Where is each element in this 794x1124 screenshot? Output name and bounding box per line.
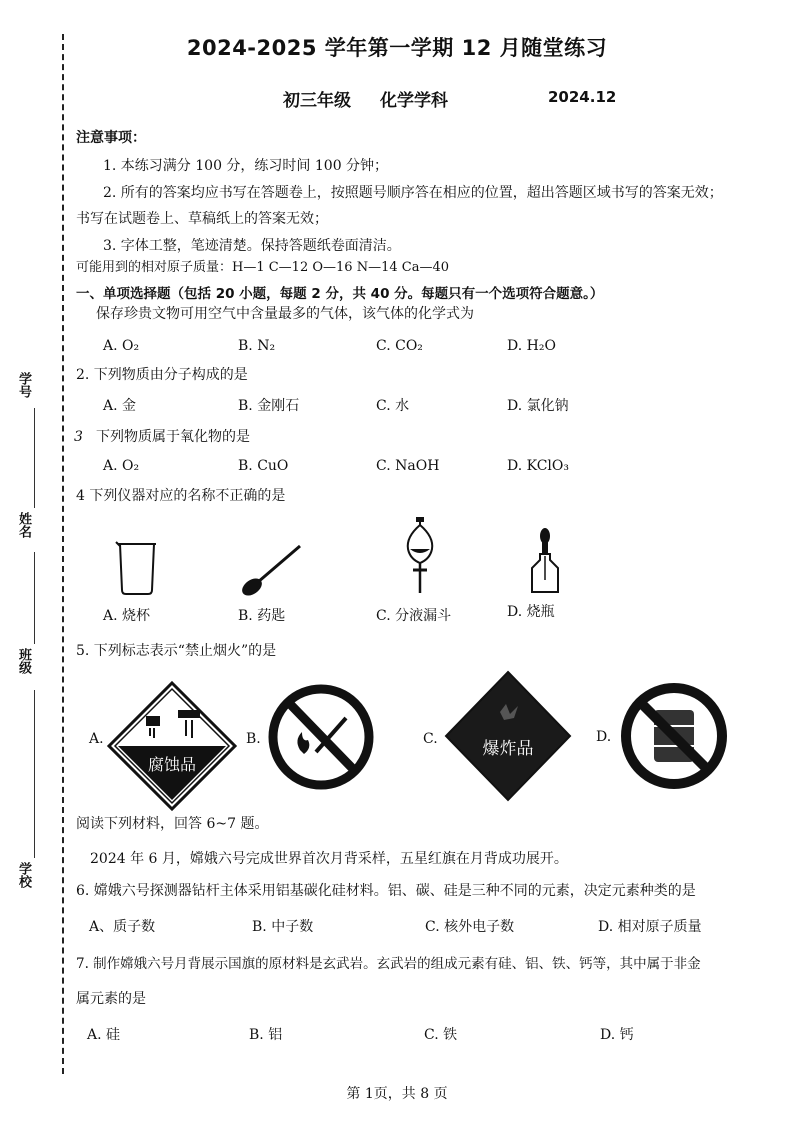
- q2-option-c[interactable]: C. 水: [376, 398, 410, 414]
- q3-option-b[interactable]: B. CuO: [238, 458, 289, 474]
- spatula-icon: [236, 540, 306, 598]
- question-2-stem: 2. 下列物质由分子构成的是: [76, 367, 248, 383]
- sign-c-label: 爆炸品: [482, 739, 534, 759]
- no-fire-sign-icon: [266, 682, 376, 792]
- q3-option-a[interactable]: A. O₂: [103, 458, 140, 474]
- atomic-masses: 可能用到的相对原子质量：H—1 C—12 O—16 N—14 Ca—40: [76, 260, 449, 275]
- alcohol-lamp-icon: [528, 528, 562, 594]
- note-item: 3. 字体工整，笔迹清楚。保持答题纸卷面清洁。: [103, 238, 401, 254]
- question-6-stem: 6. 嫦娥六号探测器钻杆主体采用铝基碳化硅材料。铝、碳、硅是三种不同的元素，决定元素种类的是: [76, 883, 696, 899]
- q3-option-c[interactable]: C. NaOH: [376, 458, 440, 474]
- q7-option-c[interactable]: C. 铁: [424, 1027, 458, 1043]
- side-label-school: 学校: [16, 862, 31, 888]
- side-label-class: 班级: [16, 648, 31, 674]
- q6-option-d[interactable]: D. 相对原子质量: [598, 919, 702, 935]
- beaker-icon: [112, 540, 162, 596]
- q6-option-b[interactable]: B. 中子数: [252, 919, 314, 935]
- subject-label: 化学学科: [380, 91, 448, 111]
- q5-option-c[interactable]: C.: [423, 731, 438, 747]
- q7-option-a[interactable]: A. 硅: [87, 1027, 121, 1043]
- question-3-stem: 下列物质属于氧化物的是: [96, 429, 250, 445]
- sign-a-label: 腐蚀品: [147, 755, 197, 774]
- no-oil-drum-sign-icon: [618, 680, 730, 792]
- q1-option-c[interactable]: C. CO₂: [376, 338, 423, 354]
- q4-option-d[interactable]: D. 烧瓶: [507, 604, 555, 620]
- q5-option-d[interactable]: D.: [596, 729, 612, 745]
- question-7-stem-cont: 属元素的是: [76, 991, 146, 1007]
- page-footer: 第 1页，共 8 页: [346, 1086, 448, 1102]
- question-4-stem: 4 下列仪器对应的名称不正确的是: [76, 488, 286, 504]
- q7-option-d[interactable]: D. 钙: [600, 1027, 634, 1043]
- exam-title: 2024-2025 学年第一学期 12 月随堂练习: [186, 36, 608, 60]
- q2-option-d[interactable]: D. 氯化钠: [507, 398, 569, 414]
- corrosive-sign-icon: [106, 680, 238, 812]
- q5-option-b[interactable]: B.: [246, 731, 261, 747]
- q1-option-d[interactable]: D. H₂O: [507, 338, 556, 354]
- q5-option-a[interactable]: A.: [89, 731, 104, 747]
- grade-label: 初三年级: [283, 91, 351, 111]
- q4-option-a[interactable]: A. 烧杯: [103, 608, 151, 624]
- class-blank[interactable]: [34, 690, 35, 858]
- side-label-student-id: 学号: [16, 372, 31, 398]
- name-blank[interactable]: [34, 552, 35, 644]
- question-5-stem: 5. 下列标志表示“禁止烟火”的是: [76, 643, 277, 659]
- note-item: 1. 本练习满分 100 分，练习时间 100 分钟；: [103, 158, 389, 174]
- q7-option-b[interactable]: B. 铝: [249, 1027, 283, 1043]
- reading-intro: 阅读下列材料，回答 6~7 题。: [76, 816, 269, 832]
- separatory-funnel-icon: [400, 515, 440, 595]
- question-1-stem: 保存珍贵文物可用空气中含量最多的气体，该气体的化学式为: [96, 306, 474, 322]
- exam-date: 2024.12: [548, 88, 617, 106]
- q6-option-a[interactable]: A、质子数: [89, 919, 156, 935]
- student-id-blank[interactable]: [34, 408, 35, 508]
- q2-option-a[interactable]: A. 金: [103, 398, 137, 414]
- q1-option-a[interactable]: A. O₂: [103, 338, 140, 354]
- note-item: 书写在试题卷上、草稿纸上的答案无效；: [76, 211, 328, 227]
- q1-option-b[interactable]: B. N₂: [238, 338, 276, 354]
- q6-option-c[interactable]: C. 核外电子数: [425, 919, 515, 935]
- question-7-stem: 7. 制作嫦娥六号月背展示国旗的原材料是玄武岩。玄武岩的组成元素有硅、铝、铁、钙等，其中属于非金: [76, 956, 701, 972]
- q4-option-b[interactable]: B. 药匙: [238, 608, 286, 624]
- side-label-name: 姓名: [16, 512, 31, 538]
- note-item: 2. 所有的答案均应书写在答题卷上，按照题号顺序答在相应的位置，超出答题区域书写的答案无效；: [103, 185, 723, 201]
- q4-option-c[interactable]: C. 分液漏斗: [376, 608, 452, 624]
- question-3-number: 3: [74, 429, 83, 445]
- explosive-sign-icon: [444, 670, 572, 802]
- q3-option-d[interactable]: D. KClO₃: [507, 458, 569, 474]
- reading-passage: 2024 年 6 月，嫦娥六号完成世界首次月背采样，五星红旗在月背成功展开。: [90, 851, 568, 867]
- q2-option-b[interactable]: B. 金刚石: [238, 398, 300, 414]
- binding-dashed-line: [62, 34, 64, 1074]
- notes-heading: 注意事项：: [76, 130, 146, 146]
- section-heading: 一、单项选择题（包括 20 小题，每题 2 分，共 40 分。每题只有一个选项符合题意。）: [76, 286, 604, 302]
